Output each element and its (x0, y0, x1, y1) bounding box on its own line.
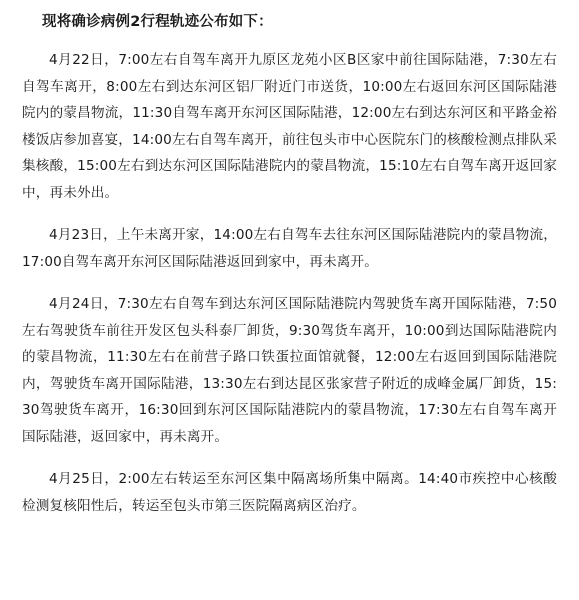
paragraph-apr-25 (22, 466, 557, 519)
paragraph-apr-23 (22, 222, 557, 275)
paragraph-text: 4月24日，7:30左右自驾车到达东河区国际陆港院内驾驶货车离开国际陆港，7:50左右驾驶货车前往开发区包头科泰厂卸货，9:30驾货车离开，10:00到达国际陆港院内的蒙昌物流，11:30左右在前营子路口铁蛋拉面馆就餐，12:00左右返回到国际陆港院内，驾驶货车离开国际陆港，13:30左右到达昆区张家营子附近的成峰金属厂卸货，15:30驾驶货车离开，16:30回到东河区国际陆港院内的蒙昌物流，17:30左右自驾车离开国际陆港，返回家中，再未离开。 (22, 296, 557, 445)
paragraph-text: 4月23日，上午未离开家，14:00左右自驾车去往东河区国际陆港院内的蒙昌物流，17:00自驾车离开东河区国际陆港返回到家中，再未离开。 (22, 227, 557, 270)
paragraph-apr-22 (22, 47, 557, 206)
paragraph-text: 4月25日，2:00左右转运至东河区集中隔离场所集中隔离。14:40市疾控中心核酸检测复核阳性后，转运至包头市第三医院隔离病区治疗。 (22, 471, 557, 514)
document-heading: 现将确诊病例2行程轨迹公布如下： (42, 14, 273, 30)
paragraph-apr-24 (22, 291, 557, 450)
paragraph-text: 4月22日，7:00左右自驾车离开九原区龙苑小区B区家中前往国际陆港，7:30左右自驾车离开，8:00左右到达东河区铝厂附近门市送货，10:00左右返回东河区国际陆港院内的蒙昌物流，11:30自驾车离开东河区国际陆港，12:00左右到达东河区和平路金裕楼饭店参加喜宴，14:00左右自驾车离开，前往包头市中心医院东门的核酸检测点排队采集核酸，15:00左右到达东河区国际陆港院内的蒙昌物流，15:10左右自驾车离开返回家中，再未外出。 (22, 52, 557, 201)
